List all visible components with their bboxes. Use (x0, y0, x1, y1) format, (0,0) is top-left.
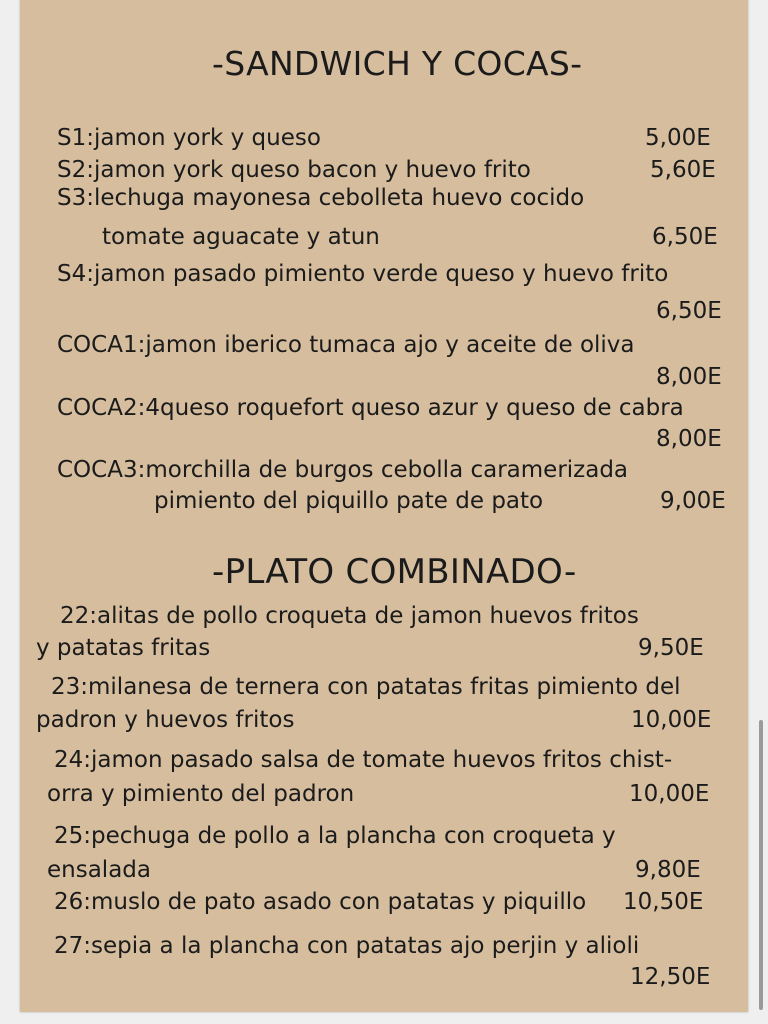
menu-item-25-desc-line2: ensalada (47, 857, 151, 883)
menu-item-s3-desc-line2: tomate aguacate y atun (102, 224, 380, 250)
menu-item-26-price: 10,50E (623, 889, 704, 915)
menu-item-coca3-price: 9,00E (660, 488, 726, 514)
menu-item-25-price: 9,80E (635, 857, 701, 883)
menu-card (20, 0, 748, 1012)
menu-item-s4-price: 6,50E (656, 298, 722, 324)
menu-item-24-desc-line1: 24:jamon pasado salsa de tomate huevos fritos chist- (54, 747, 673, 773)
menu-item-s1-price: 5,00E (645, 125, 711, 151)
menu-item-s1-desc: S1:jamon york y queso (57, 125, 321, 151)
menu-item-s4-desc: S4:jamon pasado pimiento verde queso y huevo frito (57, 261, 669, 287)
menu-item-27-price: 12,50E (630, 964, 711, 990)
menu-item-s3-price: 6,50E (652, 224, 718, 250)
menu-item-22-desc-line2: y patatas fritas (36, 635, 211, 661)
menu-item-22-price: 9,50E (638, 635, 704, 661)
menu-item-25-desc-line1: 25:pechuga de pollo a la plancha con croqueta y (54, 823, 616, 849)
section-title-sandwich: -SANDWICH Y COCAS- (212, 44, 583, 83)
menu-item-coca3-desc-line2: pimiento del piquillo pate de pato (154, 488, 544, 514)
menu-item-24-price: 10,00E (629, 781, 710, 807)
menu-item-s2-desc: S2:jamon york queso bacon y huevo frito (57, 157, 531, 183)
menu-item-23-desc-line2: padron y huevos fritos (36, 707, 295, 733)
section-title-plato-combinado: -PLATO COMBINADO- (212, 552, 577, 592)
menu-item-27-desc: 27:sepia a la plancha con patatas ajo perjin y alioli (54, 933, 640, 959)
menu-item-coca2-desc: COCA2:4queso roquefort queso azur y queso de cabra (57, 395, 684, 421)
menu-item-coca3-desc-line1: COCA3:morchilla de burgos cebolla caramerizada (57, 457, 629, 483)
scrollbar[interactable] (759, 720, 763, 1010)
menu-item-coca1-desc: COCA1:jamon iberico tumaca ajo y aceite de oliva (57, 332, 635, 358)
menu-item-coca2-price: 8,00E (656, 426, 722, 452)
menu-item-23-desc-line1: 23:milanesa de ternera con patatas fritas pimiento del (51, 674, 681, 700)
menu-item-23-price: 10,00E (631, 707, 712, 733)
menu-item-s3-desc-line1: S3:lechuga mayonesa cebolleta huevo cocido (57, 185, 585, 211)
menu-item-24-desc-line2: orra y pimiento del padron (47, 781, 355, 807)
menu-item-22-desc-line1: 22:alitas de pollo croqueta de jamon huevos fritos (60, 603, 639, 629)
menu-item-26-desc: 26:muslo de pato asado con patatas y piquillo (54, 889, 587, 915)
menu-item-coca1-price: 8,00E (656, 364, 722, 390)
menu-item-s2-price: 5,60E (650, 157, 716, 183)
